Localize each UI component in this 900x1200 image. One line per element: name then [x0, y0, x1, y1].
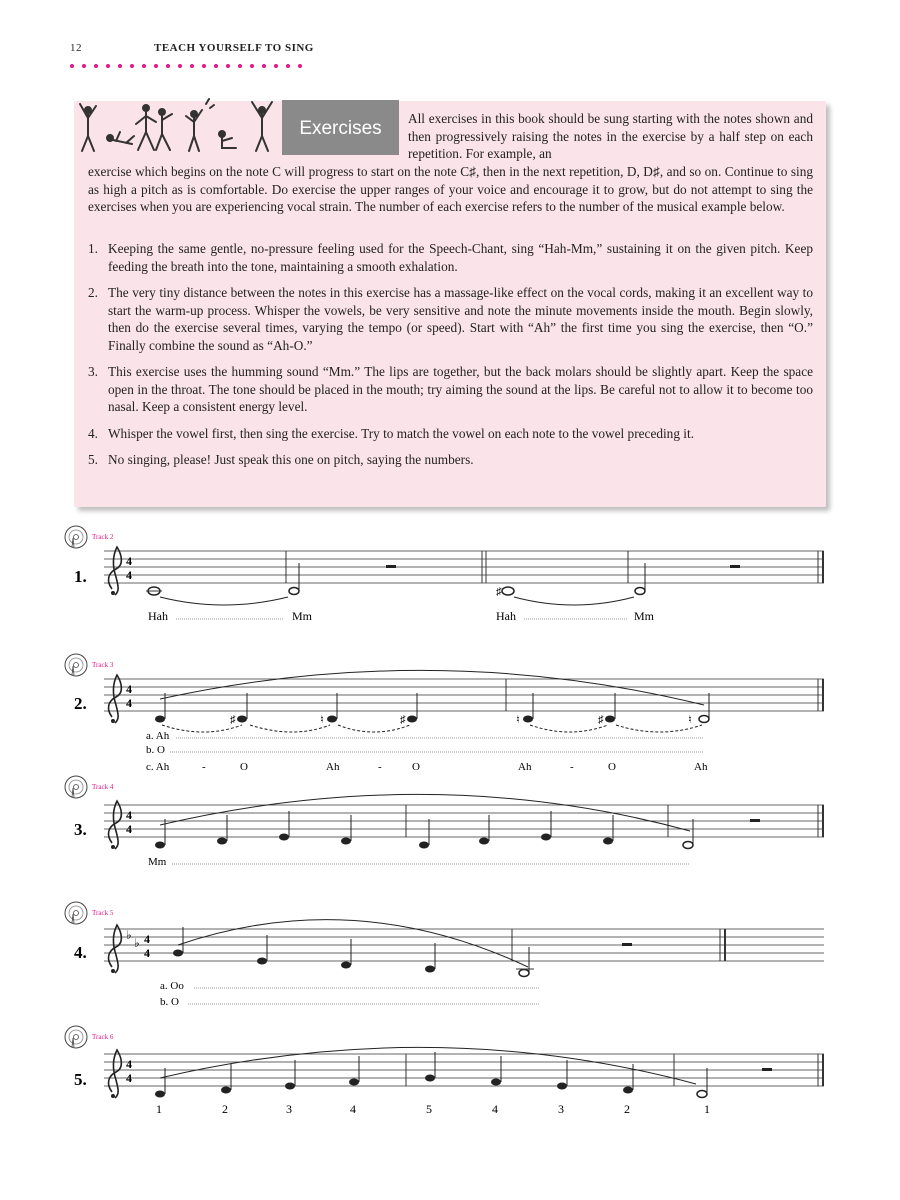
decorative-dot-rule: [68, 62, 308, 70]
item-number: 1.: [88, 241, 98, 256]
svg-text:4: 4: [126, 1071, 132, 1085]
lyric-line-b: b. O: [160, 996, 179, 1008]
lyric: O: [240, 761, 248, 773]
instruction-item: [88, 451, 813, 469]
item-number: 2.: [88, 285, 98, 300]
item-text: The very tiny distance between the notes in this exercise has a massage-like effect on the vocal cords, making it an excellent way to start the warm-up process. Whisper the vowels, be very sensitive and note the minute movements inside the mouth. Begin slowly, then do the exercise several times, varying the tempo (or speed). Start with “Ah” the first time you sing the exercise, then “O.” Finally combine the sound as “Ah-O.”: [108, 285, 813, 353]
example-number: 1.: [74, 567, 87, 586]
svg-text:♯: ♯: [400, 714, 406, 726]
svg-text:♯: ♯: [496, 586, 502, 598]
example-number: 2.: [74, 694, 87, 713]
track-label: Track 3: [92, 661, 114, 669]
music-example-5: [65, 1026, 824, 1116]
count: 4: [492, 1102, 498, 1116]
exercise-instructions: [88, 240, 813, 478]
svg-text:♮: ♮: [688, 714, 692, 726]
music-example-4: [65, 902, 824, 1008]
svg-text:4: 4: [126, 822, 132, 836]
count: 4: [350, 1102, 356, 1116]
svg-text:4: 4: [126, 568, 132, 582]
example-number: 5.: [74, 1070, 87, 1089]
lyric: Mm: [148, 856, 167, 868]
lyric: Ah: [518, 761, 532, 773]
svg-text:♮: ♮: [320, 714, 324, 726]
svg-text:4: 4: [126, 1057, 132, 1071]
instruction-item: [88, 240, 813, 275]
svg-text:♭: ♭: [134, 936, 140, 950]
count: 1: [704, 1102, 710, 1116]
svg-text:♯: ♯: [230, 714, 236, 726]
lyric: -: [202, 761, 206, 773]
track-label: Track 4: [92, 783, 114, 791]
music-examples: [0, 515, 900, 1155]
intro-paragraph-top: All exercises in this book should be sung starting with the notes shown and then progressively raising the notes in the exercise by a half step on each repetition. For example, an: [408, 111, 813, 161]
exercise-figures-illustration: [76, 96, 281, 156]
lyric: Ah: [694, 761, 708, 773]
lyric-line-a: a. Ah: [146, 730, 170, 742]
svg-text:4: 4: [126, 808, 132, 822]
example-number: 4.: [74, 943, 87, 962]
track-label: Track 6: [92, 1033, 114, 1041]
item-number: 5.: [88, 452, 98, 467]
lyric: -: [570, 761, 574, 773]
lyric: O: [412, 761, 420, 773]
item-text: Whisper the vowel first, then sing the exercise. Try to match the vowel on each note to the vowel preceding it.: [108, 425, 695, 441]
music-example-1: [65, 526, 824, 623]
lyric-line-a: a. Oo: [160, 980, 184, 992]
item-text: Keeping the same gentle, no-pressure feeling used for the Speech-Chant, sing “Hah-Mm,” sustaining it on the given pitch. Keep feeding the breath into the tone, maintaining a smooth exhalation.: [108, 241, 813, 274]
lyric-line-b: b. O: [146, 744, 165, 756]
item-number: 3.: [88, 364, 98, 379]
lyric: c. Ah: [146, 761, 170, 773]
svg-text:4: 4: [126, 554, 132, 568]
page-header: [70, 42, 314, 54]
svg-text:4: 4: [126, 682, 132, 696]
lyric: O: [608, 761, 616, 773]
page-number: 12: [70, 42, 82, 54]
svg-text:4: 4: [126, 696, 132, 710]
lyric: Hah: [148, 609, 168, 623]
instruction-item: [88, 284, 813, 354]
count: 3: [286, 1102, 292, 1116]
lyric: Mm: [292, 609, 313, 623]
count: 2: [624, 1102, 630, 1116]
count: 2: [222, 1102, 228, 1116]
lyric: Hah: [496, 609, 516, 623]
lyric: Mm: [634, 609, 655, 623]
lyric: Ah: [326, 761, 340, 773]
count: 3: [558, 1102, 564, 1116]
count: 5: [426, 1102, 432, 1116]
instruction-item: [88, 363, 813, 416]
svg-text:♯: ♯: [598, 714, 604, 726]
music-example-3: [65, 776, 824, 868]
instruction-item: [88, 425, 813, 443]
svg-text:4: 4: [144, 946, 150, 960]
track-label: Track 5: [92, 909, 114, 917]
intro-paragraph-bottom: exercise which begins on the note C will progress to start on the note C♯, then in the next repetition, D, D♯, and so on. Continue to sing as high a pitch as is comfortable. Do exercise the upper ranges of your voice and encourage it to grow, but do not attempt to sing the exercises when you are experiencing vocal strain. The number of each exercise refers to the number of the musical example below.: [88, 164, 813, 214]
item-text: This exercise uses the humming sound “Mm.” The lips are together, but the back molars should be slightly apart. Keep the space open in the throat. The tone should be placed in the mouth; try aiming the sound at the lips. Be careful not to allow it to become too nasal. Keep a consistent energy level.: [108, 364, 813, 414]
item-text: No singing, please! Just speak this one on pitch, saying the numbers.: [108, 452, 474, 467]
svg-text:♮: ♮: [516, 714, 520, 726]
example-number: 3.: [74, 820, 87, 839]
svg-text:4: 4: [144, 932, 150, 946]
svg-text:♭: ♭: [126, 928, 132, 942]
lyric: -: [378, 761, 382, 773]
music-example-2: [65, 654, 824, 773]
item-number: 4.: [88, 425, 98, 441]
count: 1: [156, 1102, 162, 1116]
track-label: Track 2: [92, 533, 114, 541]
running-title: TEACH YOURSELF TO SING: [154, 42, 314, 54]
exercises-label: Exercises: [282, 100, 399, 155]
